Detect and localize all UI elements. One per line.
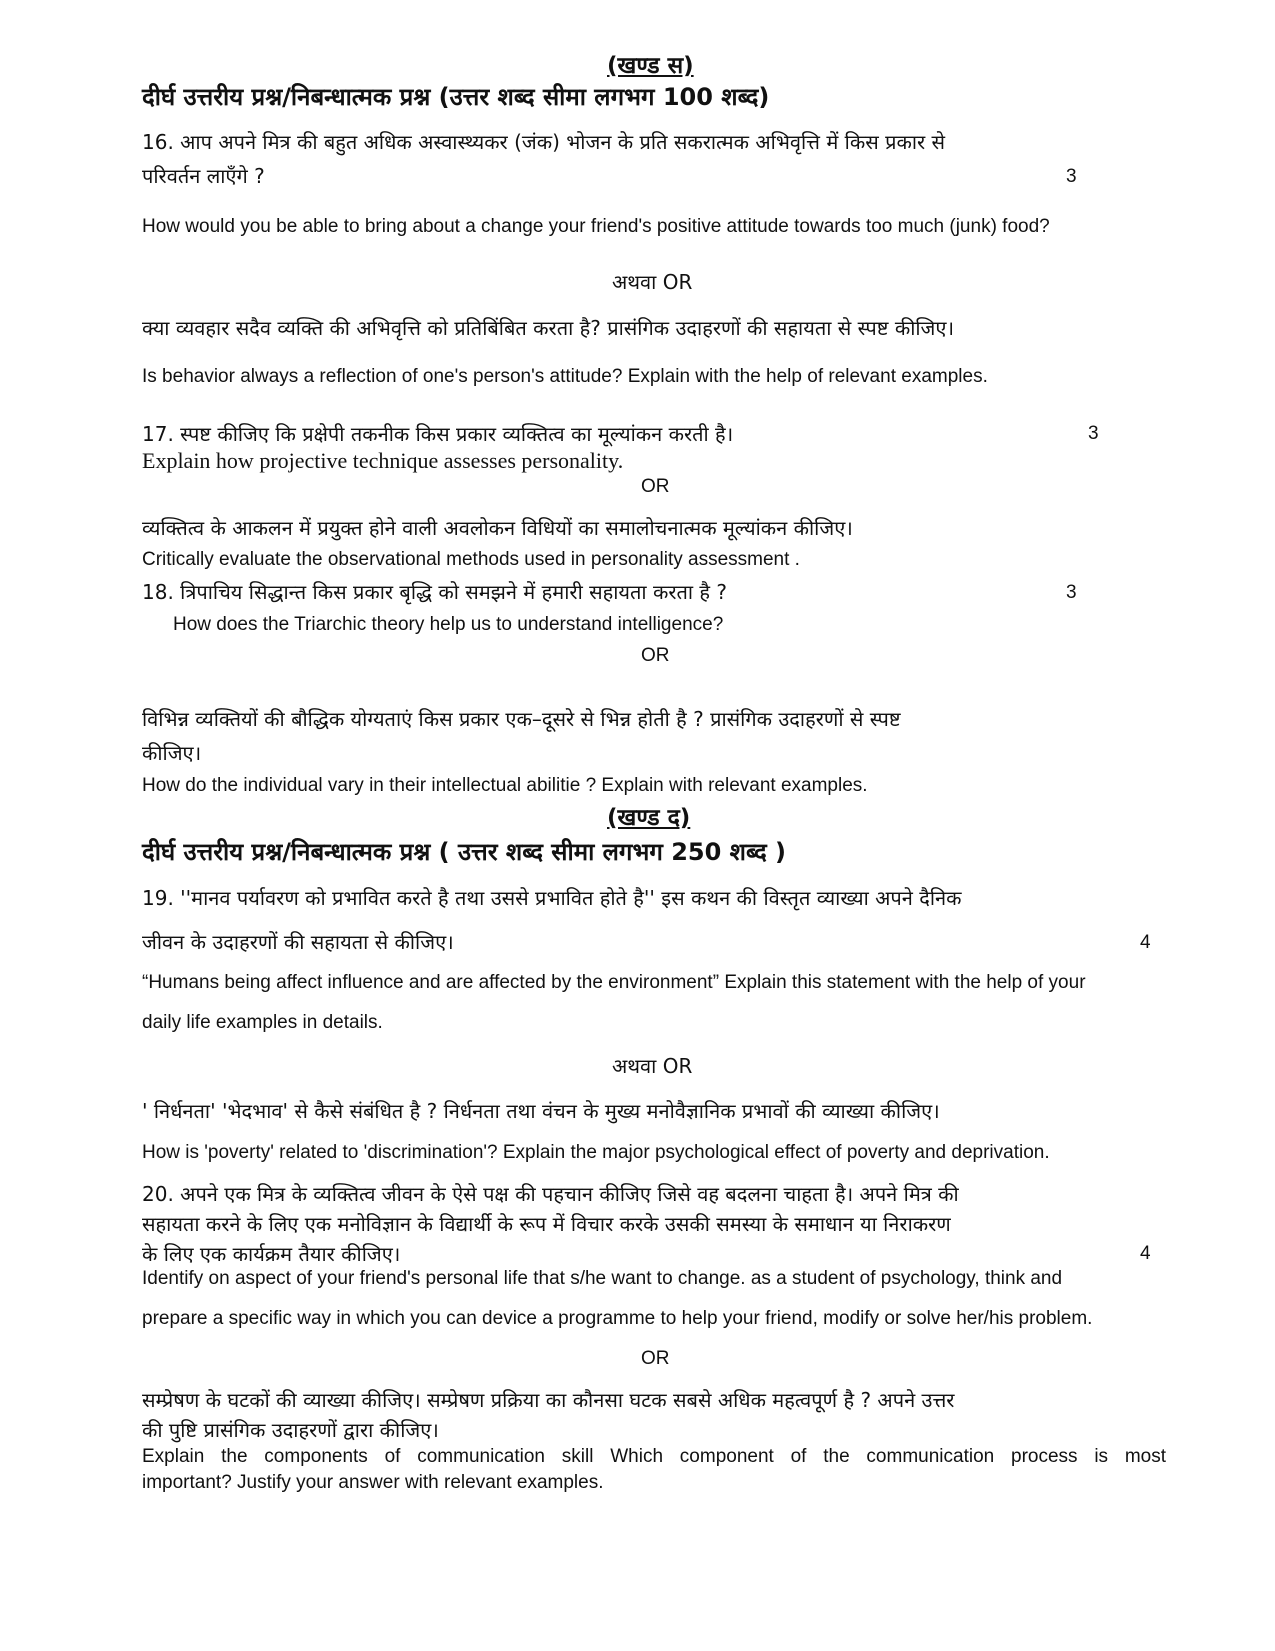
q18-alt-hindi-line1: विभिन्न व्यक्तियों की बौद्धिक योग्यताएं किस प्रकार एक–दूसरे से भिन्न होती है ? प्रासंगिक उदाहरणों से स्पष्ट bbox=[142, 707, 901, 731]
q19-alt-english: How is 'poverty' related to 'discrimination'? Explain the major psychological effect of poverty and deprivation. bbox=[142, 1142, 1050, 1163]
section-c-title: (खण्ड स) bbox=[607, 53, 694, 79]
q20-marks: 4 bbox=[1140, 1243, 1151, 1264]
q19-alt-hindi: ' निर्धनता' 'भेदभाव' से कैसे संबंधित है ? निर्धनता तथा वंचन के मुख्य मनोवैज्ञानिक प्रभावों की व्याख्या कीजिए। bbox=[142, 1099, 940, 1123]
q16-marks: 3 bbox=[1066, 166, 1077, 187]
section-d-title: (खण्ड द) bbox=[607, 805, 691, 831]
q20-hindi-line2: सहायता करने के लिए एक मनोविज्ञान के विद्यार्थी के रूप में विचार करके उसकी समस्या के समाधान या निराकरण bbox=[142, 1212, 951, 1236]
q20-english-line2: prepare a specific way in which you can device a programme to help your friend, modify or solve her/his problem. bbox=[142, 1308, 1093, 1329]
q20-alt-hindi-line1: सम्प्रेषण के घटकों की व्याख्या कीजिए। सम्प्रेषण प्रक्रिया का कौनसा घटक सबसे अधिक महत्वपूर्ण है ? अपने उत्तर bbox=[142, 1388, 955, 1412]
q20-english-line1: Identify on aspect of your friend's personal life that s/he want to change. as a student of psychology, think and bbox=[142, 1268, 1063, 1289]
section-d-heading: दीर्घ उत्तरीय प्रश्न/निबन्धात्मक प्रश्न ( उत्तर शब्द सीमा लगभग 250 शब्द ) bbox=[142, 838, 787, 866]
q17-or-label: OR bbox=[641, 476, 670, 497]
q18-alt-english: How do the individual vary in their intellectual abilitie ? Explain with relevant examples. bbox=[142, 775, 868, 796]
q16-hindi-line1: 16. आप अपने मित्र की बहुत अधिक अस्वास्थ्यकर (जंक) भोजन के प्रति सकरात्मक अभिवृत्ति में किस प्रकार से bbox=[142, 130, 946, 154]
q18-hindi: 18. त्रिपाचिय सिद्धान्त किस प्रकार बृद्धि को समझने में हमारी सहायता करता है ? bbox=[142, 580, 728, 604]
q17-alt-english: Critically evaluate the observational methods used in personality assessment . bbox=[142, 549, 800, 570]
q16-alt-english: Is behavior always a reflection of one's person's attitude? Explain with the help of relevant examples. bbox=[142, 366, 988, 387]
q16-english: How would you be able to bring about a change your friend's positive attitude towards too much (junk) food? bbox=[142, 216, 1050, 237]
q19-english-line2: daily life examples in details. bbox=[142, 1012, 383, 1033]
q16-alt-hindi: क्या व्यवहार सदैव व्यक्ति की अभिवृत्ति को प्रतिबिंबित करता है? प्रासंगिक उदाहरणों की सहायता से स्पष्ट कीजिए। bbox=[142, 316, 955, 340]
q20-hindi-line3: के लिए एक कार्यक्रम तैयार कीजिए। bbox=[142, 1242, 401, 1266]
q20-alt-hindi-line2: की पुष्टि प्रासंगिक उदाहरणों द्वारा कीजिए। bbox=[142, 1418, 439, 1442]
q18-alt-hindi-line2: कीजिए। bbox=[142, 741, 202, 765]
q19-or-label: अथवा OR bbox=[612, 1054, 693, 1078]
q20-or-label: OR bbox=[641, 1348, 670, 1369]
q17-hindi: 17. स्पष्ट कीजिए कि प्रक्षेपी तकनीक किस प्रकार व्यक्तित्व का मूल्यांकन करती है। bbox=[142, 422, 734, 446]
q16-hindi-line2: परिवर्तन लाएँगे ? bbox=[142, 164, 265, 188]
q18-or-label: OR bbox=[641, 645, 670, 666]
q19-english-line1: “Humans being affect influence and are affected by the environment” Explain this statement with the help of your bbox=[142, 972, 1086, 993]
q17-alt-hindi: व्यक्तित्व के आकलन में प्रयुक्त होने वाली अवलोकन विधियों का समालोचनात्मक मूल्यांकन कीजिए। bbox=[142, 516, 853, 540]
q20-alt-english-line2: important? Justify your answer with relevant examples. bbox=[142, 1472, 604, 1493]
q16-or-label: अथवा OR bbox=[612, 270, 693, 294]
q19-hindi-line1: 19. ''मानव पर्यावरण को प्रभावित करते है तथा उससे प्रभावित होते है'' इस कथन की विस्तृत व्याख्या अपने दैनिक bbox=[142, 886, 962, 910]
q19-hindi-line2: जीवन के उदाहरणों की सहायता से कीजिए। bbox=[142, 930, 454, 954]
q19-marks: 4 bbox=[1140, 932, 1151, 953]
q18-english: How does the Triarchic theory help us to understand intelligence? bbox=[173, 614, 724, 635]
q17-english: Explain how projective technique assesses personality. bbox=[142, 448, 624, 473]
q20-hindi-line1: 20. अपने एक मित्र के व्यक्तित्व जीवन के ऐसे पक्ष की पहचान कीजिए जिसे वह बदलना चाहता है। अपने मित्र की bbox=[142, 1182, 959, 1206]
q17-marks: 3 bbox=[1088, 423, 1099, 444]
q18-marks: 3 bbox=[1066, 582, 1077, 603]
section-c-heading: दीर्घ उत्तरीय प्रश्न/निबन्धात्मक प्रश्न (उत्तर शब्द सीमा लगभग 100 शब्द) bbox=[142, 83, 770, 111]
q20-alt-english-line1: Explain the components of communication skill Which component of the communication process is most bbox=[142, 1446, 1166, 1467]
